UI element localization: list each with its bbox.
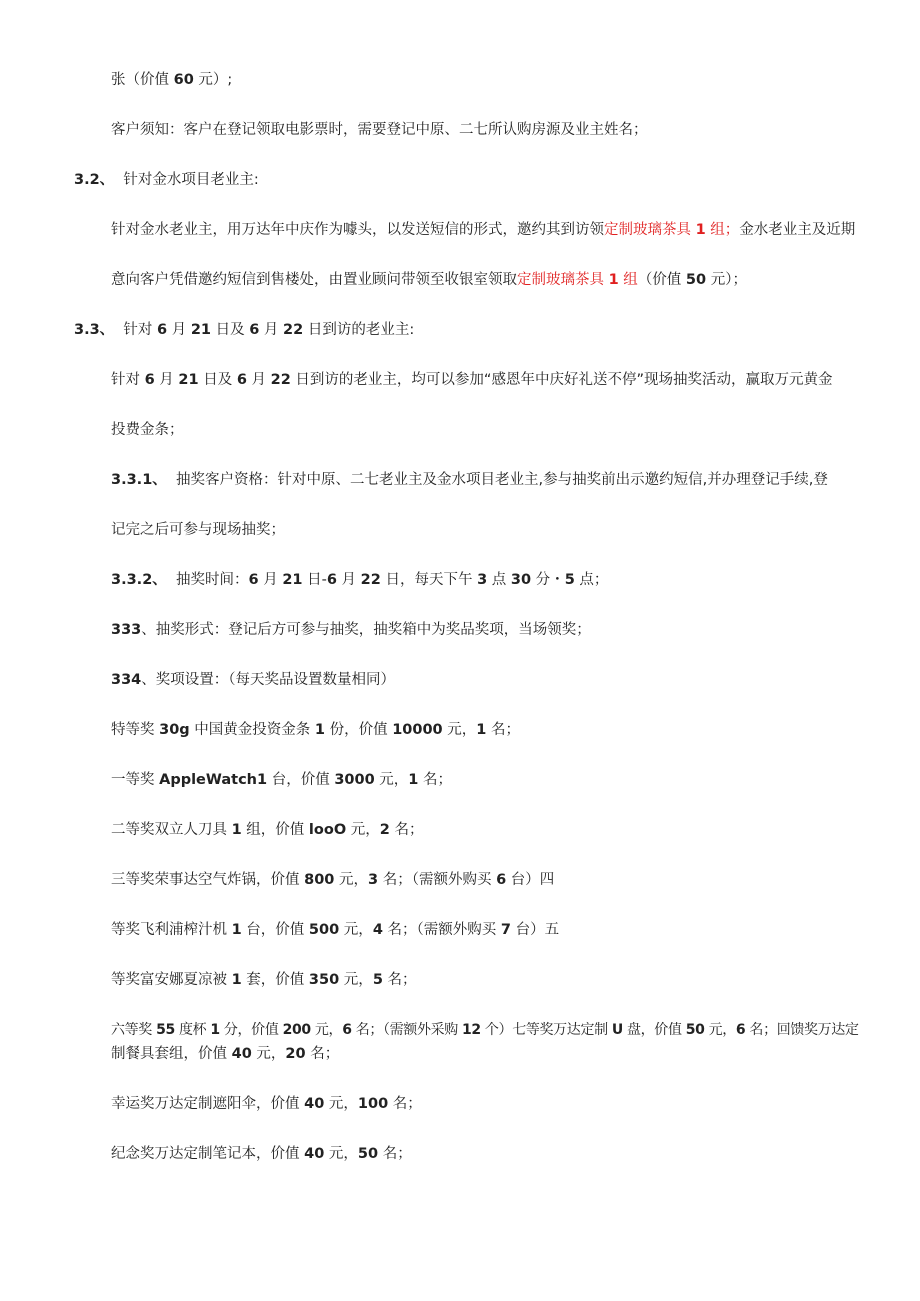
prize-sixth-seventh: 六等奖 55 度杯 1 分，价值 200 元，6 名；（需额外采购 12 个）七等奖万达定制 U 盘，价值 50 元，6 名；回馈奖万达定 — [111, 1022, 859, 1038]
prize-feedback-cont: 制餐具套组，价值 40 元，20 名； — [111, 1046, 340, 1062]
prize-first: 一等奖 AppleWatch1 台，价值 3000 元，1 名； — [111, 772, 452, 788]
text-line-jinshui-redeem: 意向客户凭借邀约短信到售楼处，由置业顾问带领至收银室领取定制玻璃茶具 1 组（价值 50 元）； — [111, 272, 747, 288]
section-heading-3-2: 3.2、 针对金水项目老业主: — [74, 172, 259, 188]
subsection-3-3-4: 334、奖项设置：（每天奖品设置数量相同） — [111, 672, 396, 688]
text-line-price-60: 张（价值 60 元）; — [111, 72, 233, 88]
prize-souvenir: 纪念奖万达定制笔记本，价值 40 元，50 名； — [111, 1146, 412, 1162]
section-heading-3-3: 3.3、 针对 6 月 21 日及 6 月 22 日到访的老业主: — [74, 322, 415, 338]
text-line-lottery-intro: 针对 6 月 21 日及 6 月 22 日到访的老业主，均可以参加“感恩年中庆好礼送不停”现场抽奖活动，赢取万元黄金 — [111, 372, 833, 388]
highlight-glass-tea-set: 定制玻璃茶具 1 组 — [517, 272, 638, 288]
highlight-glass-tea-set: 定制玻璃茶具 1 组； — [604, 222, 740, 238]
prize-grand: 特等奖 30g 中国黄金投资金条 1 份，价值 10000 元，1 名； — [111, 722, 520, 738]
prize-third: 三等奖荣事达空气炸锅，价值 800 元，3 名；（需额外购买 6 台）四 — [111, 872, 555, 888]
prize-second: 二等奖双立人刀具 1 组，价值 looO 元，2 名； — [111, 822, 424, 838]
text-line-gold-bar: 投费金条； — [111, 422, 184, 438]
text-line-register-complete: 记完之后可参与现场抽奖； — [111, 522, 285, 538]
prize-lucky: 幸运奖万达定制遮阳伞，价值 40 元，100 名； — [111, 1096, 422, 1112]
subsection-3-3-3: 333、抽奖形式：登记后方可参与抽奖，抽奖箱中为奖品奖项，当场领奖； — [111, 622, 591, 638]
text-line-jinshui-invite: 针对金水老业主，用万达年中庆作为噱头，以发送短信的形式，邀约其到访领定制玻璃茶具 1 组；金水老业主及近期 — [111, 222, 856, 238]
text-line-customer-notice: 客户须知：客户在登记领取电影票时，需要登记中原、二七所认购房源及业主姓名； — [111, 122, 648, 138]
subsection-3-3-1: 3.3.1、 抽奖客户资格：针对中原、二七老业主及金水项目老业主,参与抽奖前出示邀约短信,并办理登记手续,登 — [111, 472, 828, 488]
prize-fourth: 等奖飞利浦榨汁机 1 台，价值 500 元，4 名；（需额外购买 7 台）五 — [111, 922, 560, 938]
subsection-3-3-2: 3.3.2、 抽奖时间：6 月 21 日-6 月 22 日，每天下午 3 点 30 分・5 点； — [111, 572, 609, 588]
prize-fifth: 等奖富安娜夏凉被 1 套，价值 350 元，5 名； — [111, 972, 417, 988]
